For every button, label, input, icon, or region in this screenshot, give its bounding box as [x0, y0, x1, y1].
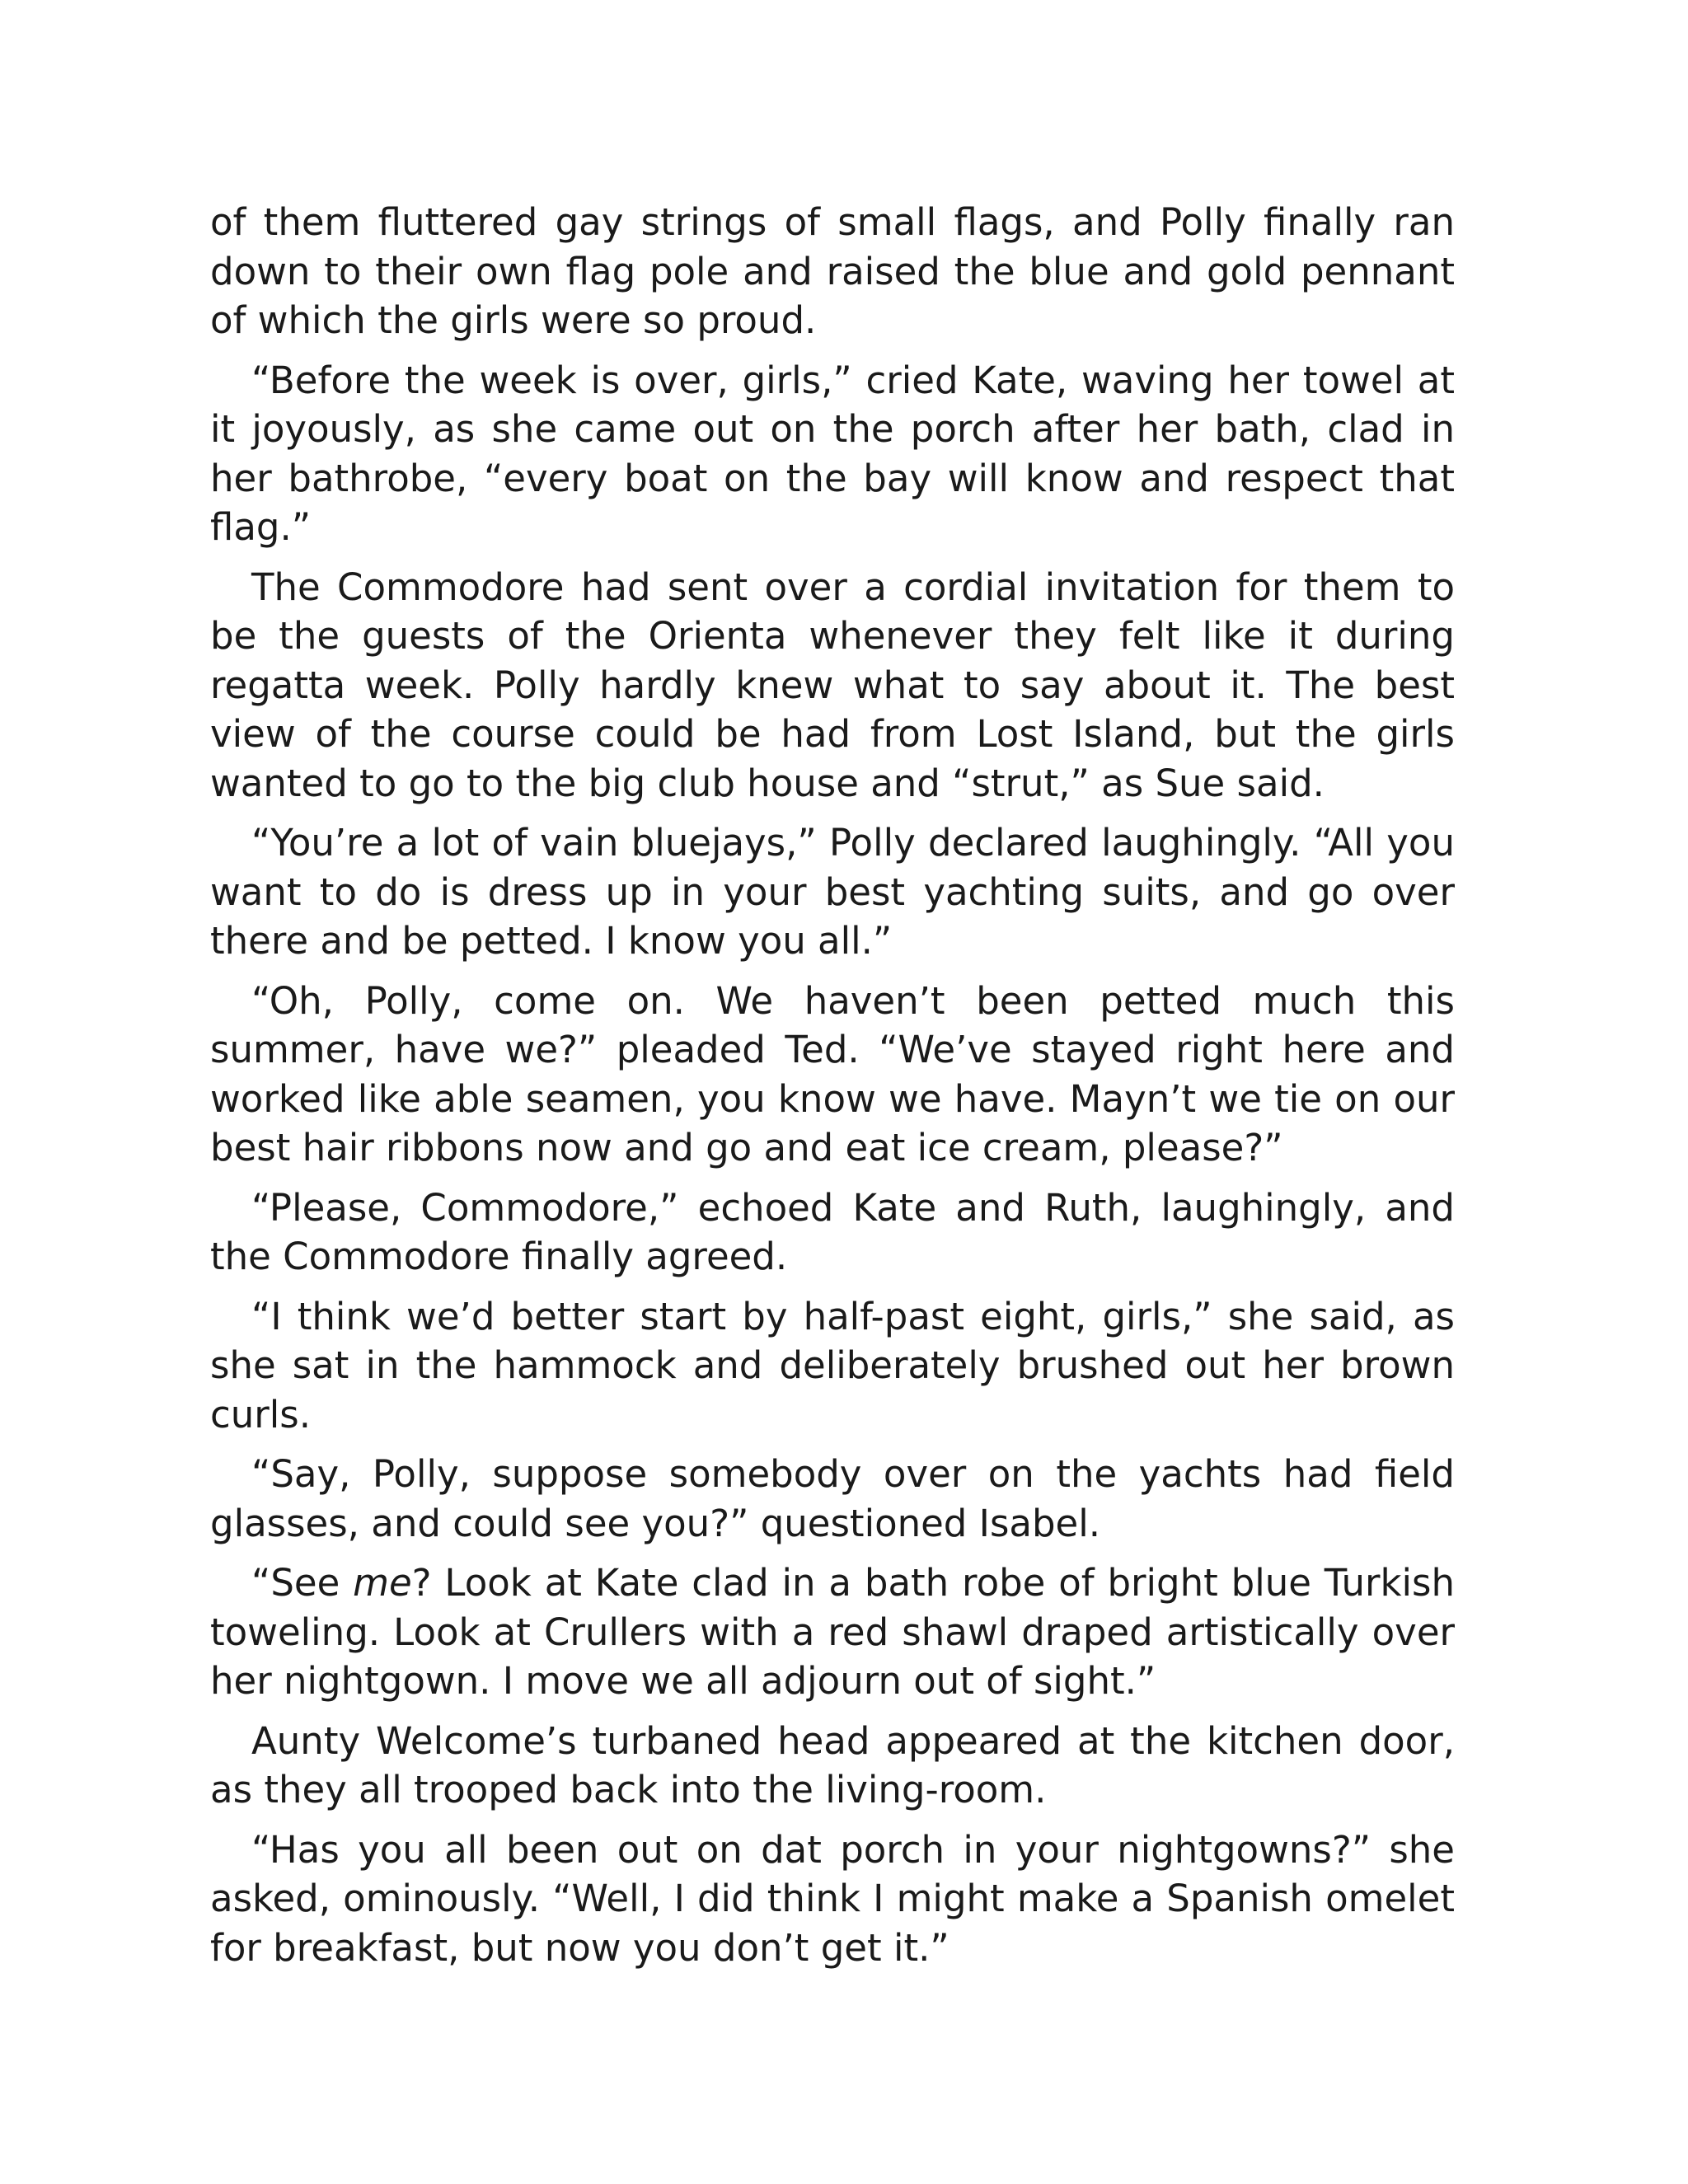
paragraph-8: “Say, Polly, suppose somebody over on the yachts had field glasses, and could see you?” questioned Isabel. [210, 1452, 1455, 1545]
paragraph-4: “You’re a lot of vain bluejays,” Polly declared laughingly. “All you want to do is dress up in your best yachting suits, and go over there and be petted. I know you all.” [210, 821, 1455, 963]
book-page-body [210, 198, 1455, 1983]
paragraph-1: of them fluttered gay strings of small flags, and Polly finally ran down to their own flag pole and raised the blue and gold pennant of which the girls were so proud. [210, 200, 1455, 342]
paragraph-2: “Before the week is over, girls,” cried Kate, waving her towel at it joyously, as she came out on the porch after her bath, clad in her bathrobe, “every boat on the bay will know and respect that flag.” [210, 358, 1455, 549]
paragraph-9-rest: ? Look at Kate clad in a bath robe of bright blue Turkish toweling. Look at Crullers with a red shawl draped artistically over her nightgown. I move we all adjourn out of sight.” [210, 1561, 1455, 1703]
paragraph-10: Aunty Welcome’s turbaned head appeared at the kitchen door, as they all trooped back into the living-room. [210, 1718, 1455, 1811]
paragraph-7: “I think we’d better start by half-past eight, girls,” she said, as she sat in the hammock and deliberately brushed out her brown curls. [210, 1294, 1455, 1436]
paragraph-9-lead: “See [251, 1561, 354, 1605]
paragraph-11: “Has you all been out on dat porch in your nightgowns?” she asked, ominously. “Well, I did think I might make a Spanish omelet for breakfast, but now you don’t get it.” [210, 1827, 1455, 1970]
paragraph-3: The Commodore had sent over a cordial invitation for them to be the guests of the Orienta whenever they felt like it during regatta week. Polly hardly knew what to say about it. The best view of the course could be had from Lost Island, but the girls wanted to go to the big club house and “strut,” as Sue said. [210, 565, 1455, 805]
paragraph-9 [210, 1558, 1455, 1706]
paragraph-5: “Oh, Polly, come on. We haven’t been petted much this summer, have we?” pleaded Ted. “We’ve stayed right here and worked like able seamen, you know we have. Mayn’t we tie on our best hair ribbons now and go and eat ice cream, please?” [210, 978, 1455, 1169]
paragraph-9-emphasis: me [353, 1561, 412, 1605]
paragraph-6: “Please, Commodore,” echoed Kate and Ruth, laughingly, and the Commodore finally agreed. [210, 1185, 1455, 1278]
